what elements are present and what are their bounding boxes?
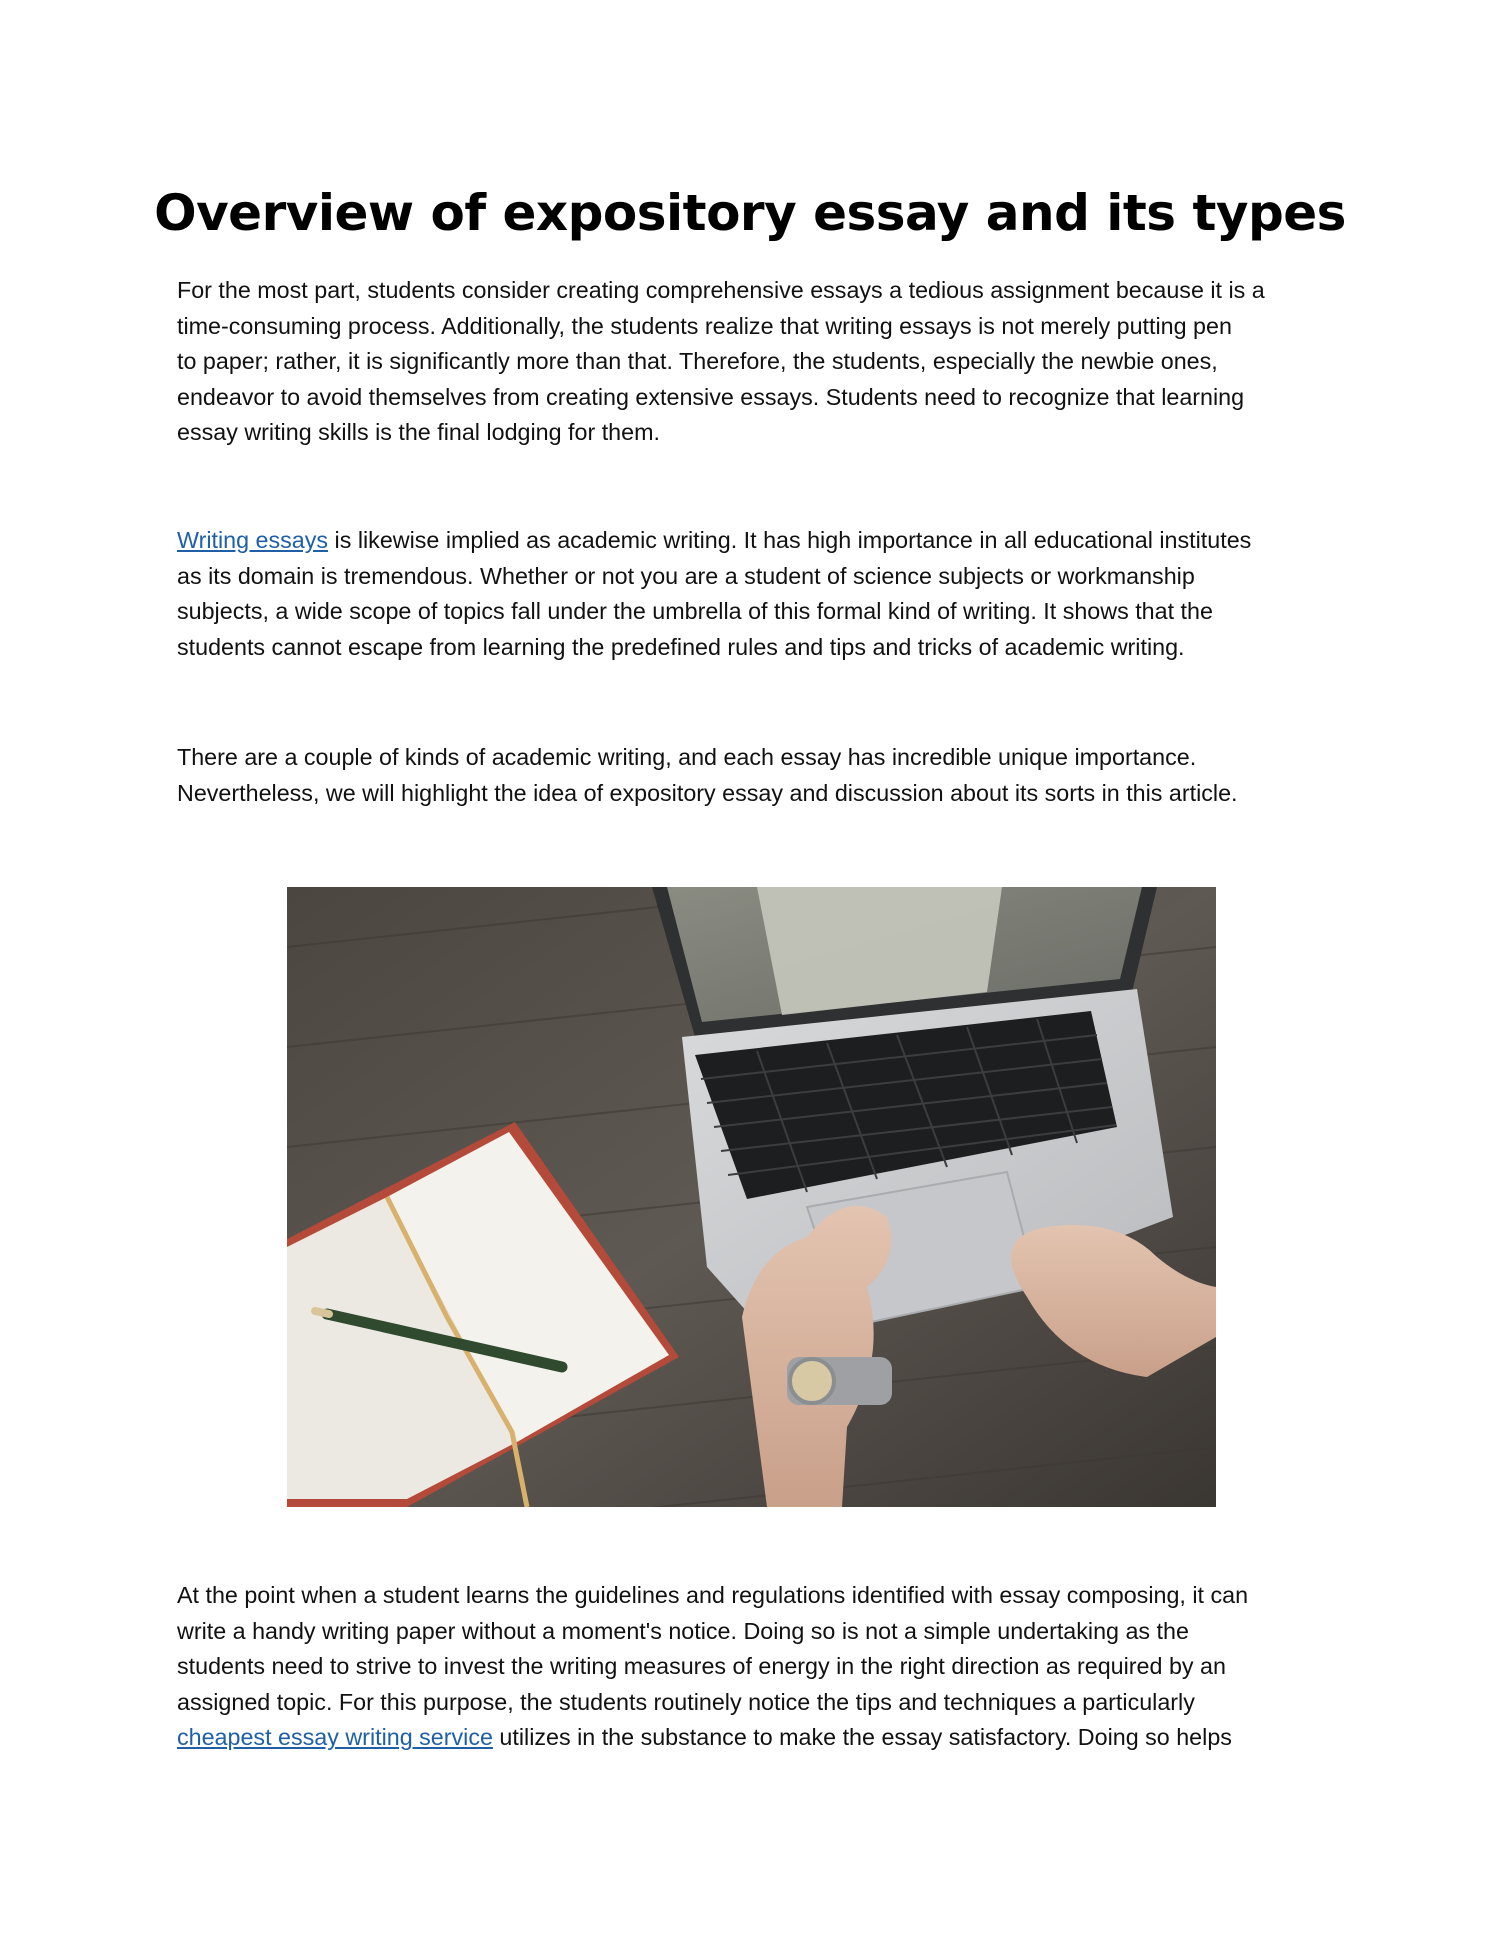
guidelines-paragraph [177, 1578, 1337, 1756]
writing-essays-link[interactable]: Writing essays [177, 527, 329, 553]
paragraph-line: time-consuming process. Additionally, the students realize that writing essays is not merely putting pen [177, 312, 1232, 339]
cheapest-essay-writing-service-link[interactable]: cheapest essay writing service [177, 1724, 493, 1751]
paragraph-line: students cannot escape from learning the predefined rules and tips and tricks of academic writing. [177, 633, 1185, 660]
paragraph-line: endeavor to avoid themselves from creating extensive essays. Students need to recognize that learning [177, 383, 1245, 410]
paragraph-line: Nevertheless, we will highlight the idea of expository essay and discussion about its sorts in this article. [177, 779, 1238, 806]
paragraph-line: At the point when a student learns the guidelines and regulations identified with essay composing, it can [177, 1582, 1249, 1608]
paragraph-line-text: is likewise implied as academic writing. It has high importance in all educational institutes [328, 527, 1252, 553]
paragraph-line: assigned topic. For this purpose, the students routinely notice the tips and techniques a particularly [177, 1688, 1195, 1715]
paragraph-line: as its domain is tremendous. Whether or not you are a student of science subjects or workmanship [177, 562, 1195, 589]
paragraph-line: essay writing skills is the final lodging for them. [177, 419, 660, 446]
paragraph-line [177, 523, 1337, 559]
paragraph-line: students need to strive to invest the writing measures of energy in the right direction as required by an [177, 1653, 1226, 1680]
watch-face [790, 1359, 834, 1403]
paragraph-line: For the most part, students consider creating comprehensive essays a tedious assignment because it is a [177, 277, 1265, 303]
paragraph-line: subjects, a wide scope of topics fall under the umbrella of this formal kind of writing. It shows that the [177, 598, 1213, 625]
academic-writing-paragraph [177, 523, 1337, 665]
paragraph-line: write a handy writing paper without a moment's notice. Doing so is not a simple undertaking as the [177, 1617, 1189, 1644]
paragraph-line [177, 1720, 1337, 1756]
paragraph-line-text: utilizes in the substance to make the essay satisfactory. Doing so helps [492, 1724, 1232, 1751]
kinds-paragraph [177, 740, 1337, 811]
laptop-typing-photo [287, 887, 1216, 1507]
page-title: Overview of expository essay and its types [154, 184, 1346, 242]
paragraph-line: to paper; rather, it is significantly more than that. Therefore, the students, especially the newbie ones, [177, 348, 1218, 375]
intro-paragraph [177, 273, 1337, 451]
paragraph-line: There are a couple of kinds of academic writing, and each essay has incredible unique importance. [177, 744, 1197, 770]
